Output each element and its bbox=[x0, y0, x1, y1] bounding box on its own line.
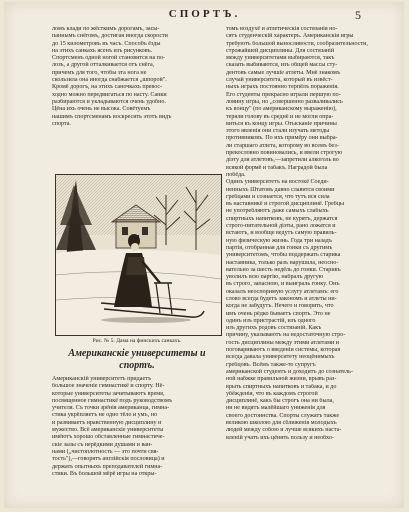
illustration-lady-on-finnish-sled bbox=[55, 174, 222, 336]
text-line: сятъ студенческій характеръ. Американскія игры bbox=[226, 33, 354, 40]
text-line: строжайшей дисциплины. Для состязаній bbox=[226, 47, 335, 54]
text-line: томъ воздухё и атлетическія состязанія но- bbox=[226, 26, 338, 32]
text-line: своего достоинства. Спорты служатъ также bbox=[226, 412, 340, 419]
section-heading bbox=[52, 348, 222, 372]
text-line: спорта. bbox=[52, 120, 71, 127]
text-line: учителя. Съ точки зрёнія американца, гимна- bbox=[52, 405, 170, 412]
text-line: одинъ изъ пристрастій, изъ одного bbox=[226, 317, 316, 324]
text-line: этого явленія они стали изучать методы bbox=[226, 128, 330, 135]
text-line: уволилъ всю партію, набралъ другую bbox=[226, 274, 324, 281]
text-line: стика укрёпляетъ не одно тёло и умъ, но bbox=[52, 412, 158, 419]
text-line: діэту для атлетовъ,—запретили алкоголь во bbox=[226, 157, 339, 164]
text-line: оказалъ неоспоримую услугу атлетамъ: его bbox=[226, 288, 339, 295]
text-line: прекословно повиновались, и ввели строгую bbox=[226, 150, 343, 157]
text-line: вательно за шесть недёль до гонки. Старикъ bbox=[226, 266, 341, 273]
text-line: Американскій университетъ придаетъ bbox=[52, 376, 151, 382]
text-line: Кромё дорогъ, на этихъ саночкахъ превос- bbox=[52, 84, 163, 91]
left-column-bottom-text bbox=[52, 376, 222, 478]
text-line: нашимъ спортсменамъ воскресить этотъ видъ bbox=[52, 113, 172, 120]
text-line: не употребляютъ даже самыхъ слабыхъ bbox=[226, 208, 329, 215]
text-line: гребцовъ. Всёмъ также-то супругъ bbox=[226, 361, 316, 368]
text-line: на этихъ санкахъ ясенъ изъ рисунковъ. bbox=[52, 47, 153, 54]
text-line: встаютъ, и вообще ведутъ самую правиль- bbox=[226, 230, 337, 237]
text-line: дисциплинё, какъ бы строгъ она ни была, bbox=[226, 398, 334, 405]
section-heading-line1: Американскіе университеты и bbox=[68, 348, 206, 359]
text-line: американской студентъ и доходитъ до сознатель- bbox=[226, 368, 353, 375]
text-line: посвященное гимнастикё подъ руководствомъ bbox=[52, 397, 172, 404]
text-line: ныхъ играхъ постоянно терпёлъ пораженія. bbox=[226, 84, 339, 91]
text-line: ной набжке правильной жизни, врывъ раз- bbox=[226, 376, 337, 383]
text-line: всякой формё и табакъ. Наградой была bbox=[226, 164, 328, 171]
text-line: поговариваютъ о введеніи системы, которая bbox=[226, 347, 341, 354]
text-line: стики. Въ большой мёрё игры на откры- bbox=[52, 470, 157, 477]
text-line: лозъ, а другой отталкивается отъ снёга, bbox=[52, 62, 155, 69]
text-line: и развиваетъ нравственную дисциплину и bbox=[52, 419, 162, 426]
text-line: разбираются и укладываются очень удобно. bbox=[52, 98, 166, 105]
text-line: большое значеніе гимнастикё и спорту. Нё- bbox=[52, 383, 165, 390]
text-line: причемъ для того, чтобы эта нога не bbox=[52, 69, 147, 76]
text-line: ломъ клади по жёсткимъ дорогамъ, засы- bbox=[52, 26, 160, 32]
text-line: въ наставникё и строгой дисциплинё. Гребцы bbox=[226, 201, 345, 208]
text-line: ловину игры, но „совершенно разваливались bbox=[226, 98, 343, 105]
text-line: Спортсменъ одной ногой становится на по- bbox=[52, 55, 166, 62]
text-line: когда не забудутъ. Нечего и говорить, что bbox=[226, 303, 334, 310]
text-line: всегда давала университету неоцёнимыхъ bbox=[226, 354, 335, 361]
text-line: которые университеты зачитываютъ время, bbox=[52, 390, 165, 397]
text-line: побёда. bbox=[226, 171, 246, 178]
text-line: сказать выбиваются, изъ общей массы сту- bbox=[226, 62, 338, 69]
text-line: партія, отобранная для гонки съ другимъ bbox=[226, 244, 333, 251]
engraving-image bbox=[56, 175, 221, 335]
text-line: между университетами выбираются, такъ bbox=[226, 55, 335, 62]
text-line: дентовъ самые лучшіе атлеты. Мнё знакомъ bbox=[226, 69, 341, 76]
text-line: паннымъ снёгомъ, достигая иногда скорости bbox=[52, 33, 168, 40]
text-line: случай университета, который въ извёст- bbox=[226, 77, 333, 84]
text-line: къ вонцу" (по американскому выраженію), bbox=[226, 106, 337, 113]
right-column-text bbox=[226, 26, 396, 442]
section-heading-line2: спортъ. bbox=[119, 360, 155, 371]
text-line: Одинъ университетъ на востокё Соеди- bbox=[226, 179, 329, 186]
text-line: Цёна ихъ очень не высока. Совётуемъ bbox=[52, 106, 151, 113]
text-line: вленій учатъ ихъ цёнить пользу и необхо- bbox=[226, 434, 334, 441]
text-line: гость дисциплины между этими атлетами и bbox=[226, 339, 340, 346]
text-line: требуютъ большой выносливости, сообразительности, bbox=[226, 40, 368, 47]
text-line: тость"),—говорятъ англійскія пословица) и bbox=[52, 456, 165, 463]
text-line: держать опытныхъ преподавателей гимна- bbox=[52, 463, 163, 470]
text-line: имъ очень рёдко бываетъ спорть. Это не bbox=[226, 310, 331, 317]
page-header-title: СПОРТЪ. bbox=[168, 8, 241, 20]
page-number: 5 bbox=[355, 8, 361, 22]
text-line: изъ другихъ родовъ состязаній. Какъ bbox=[226, 325, 322, 332]
text-line: теряли голову въ среднё и не могли опра- bbox=[226, 113, 334, 120]
text-line: скіе залы съ нерёдкими душами и ван- bbox=[52, 441, 153, 448]
text-line: противниковъ. По ихъ примёру они выбра- bbox=[226, 135, 338, 142]
text-line: университетомъ, чтобы поддержать старика bbox=[226, 252, 341, 259]
text-line: Его студенты прекрасно играли першую по- bbox=[226, 91, 341, 98]
text-line: имёютъ хорошо обставленные гимнастиче- bbox=[52, 434, 165, 441]
text-line: строго-питательной діэты, рано ложатся и bbox=[226, 223, 336, 230]
text-line: ходно можно передвигаться по насту. Санки bbox=[52, 91, 167, 98]
text-line: великою школою для сближенія молодыхъ bbox=[226, 420, 337, 427]
text-line: людей между собою и лучше всякихъ наста- bbox=[226, 427, 342, 434]
left-column-top-text bbox=[52, 26, 222, 128]
text-line: убёжденія, что въ каждомъ строгой bbox=[226, 390, 318, 397]
text-line: врыть спиртныхъ напитковъ и табака, и до bbox=[226, 383, 337, 390]
text-line: наставника, только разъ нарушила, неосно- bbox=[226, 259, 339, 266]
text-line: мужество. Всё американскіе университеты bbox=[52, 427, 164, 434]
text-line: слово всегда будетъ закономъ и атлеты ни- bbox=[226, 295, 337, 302]
text-line: спиртныхъ напитковъ, не курятъ, держатся bbox=[226, 215, 338, 222]
text-line: до 15 километровъ въ часъ. Способъ ёзды bbox=[52, 40, 161, 47]
text-line: скользила она иногда снабжается „шпорой". bbox=[52, 77, 167, 84]
text-line: причину, указываютъ на недостаточную стро- bbox=[226, 332, 346, 339]
text-line: ни не видятъ малёйшаго униженія для bbox=[226, 405, 326, 412]
text-line: гребцами и сознается, что тутъ вся сила bbox=[226, 193, 330, 200]
text-line: виться къ концу игры. Отысканіе причины bbox=[226, 120, 337, 127]
text-line: ли старшаго атлета, которому во всемъ без- bbox=[226, 142, 339, 149]
text-line: нами („чистоплотность — это почти свя- bbox=[52, 448, 159, 455]
text-line: ную физическую жизнь. Года три назадъ bbox=[226, 237, 332, 244]
text-line: въ строго, запасною, и выиграль гонку. Онъ bbox=[226, 281, 340, 288]
text-line: ненныхъ Штатовъ давно славится своими bbox=[226, 186, 335, 193]
figure-caption: Рис. № 5. Дама на финскихъ санкахъ. bbox=[92, 338, 182, 344]
